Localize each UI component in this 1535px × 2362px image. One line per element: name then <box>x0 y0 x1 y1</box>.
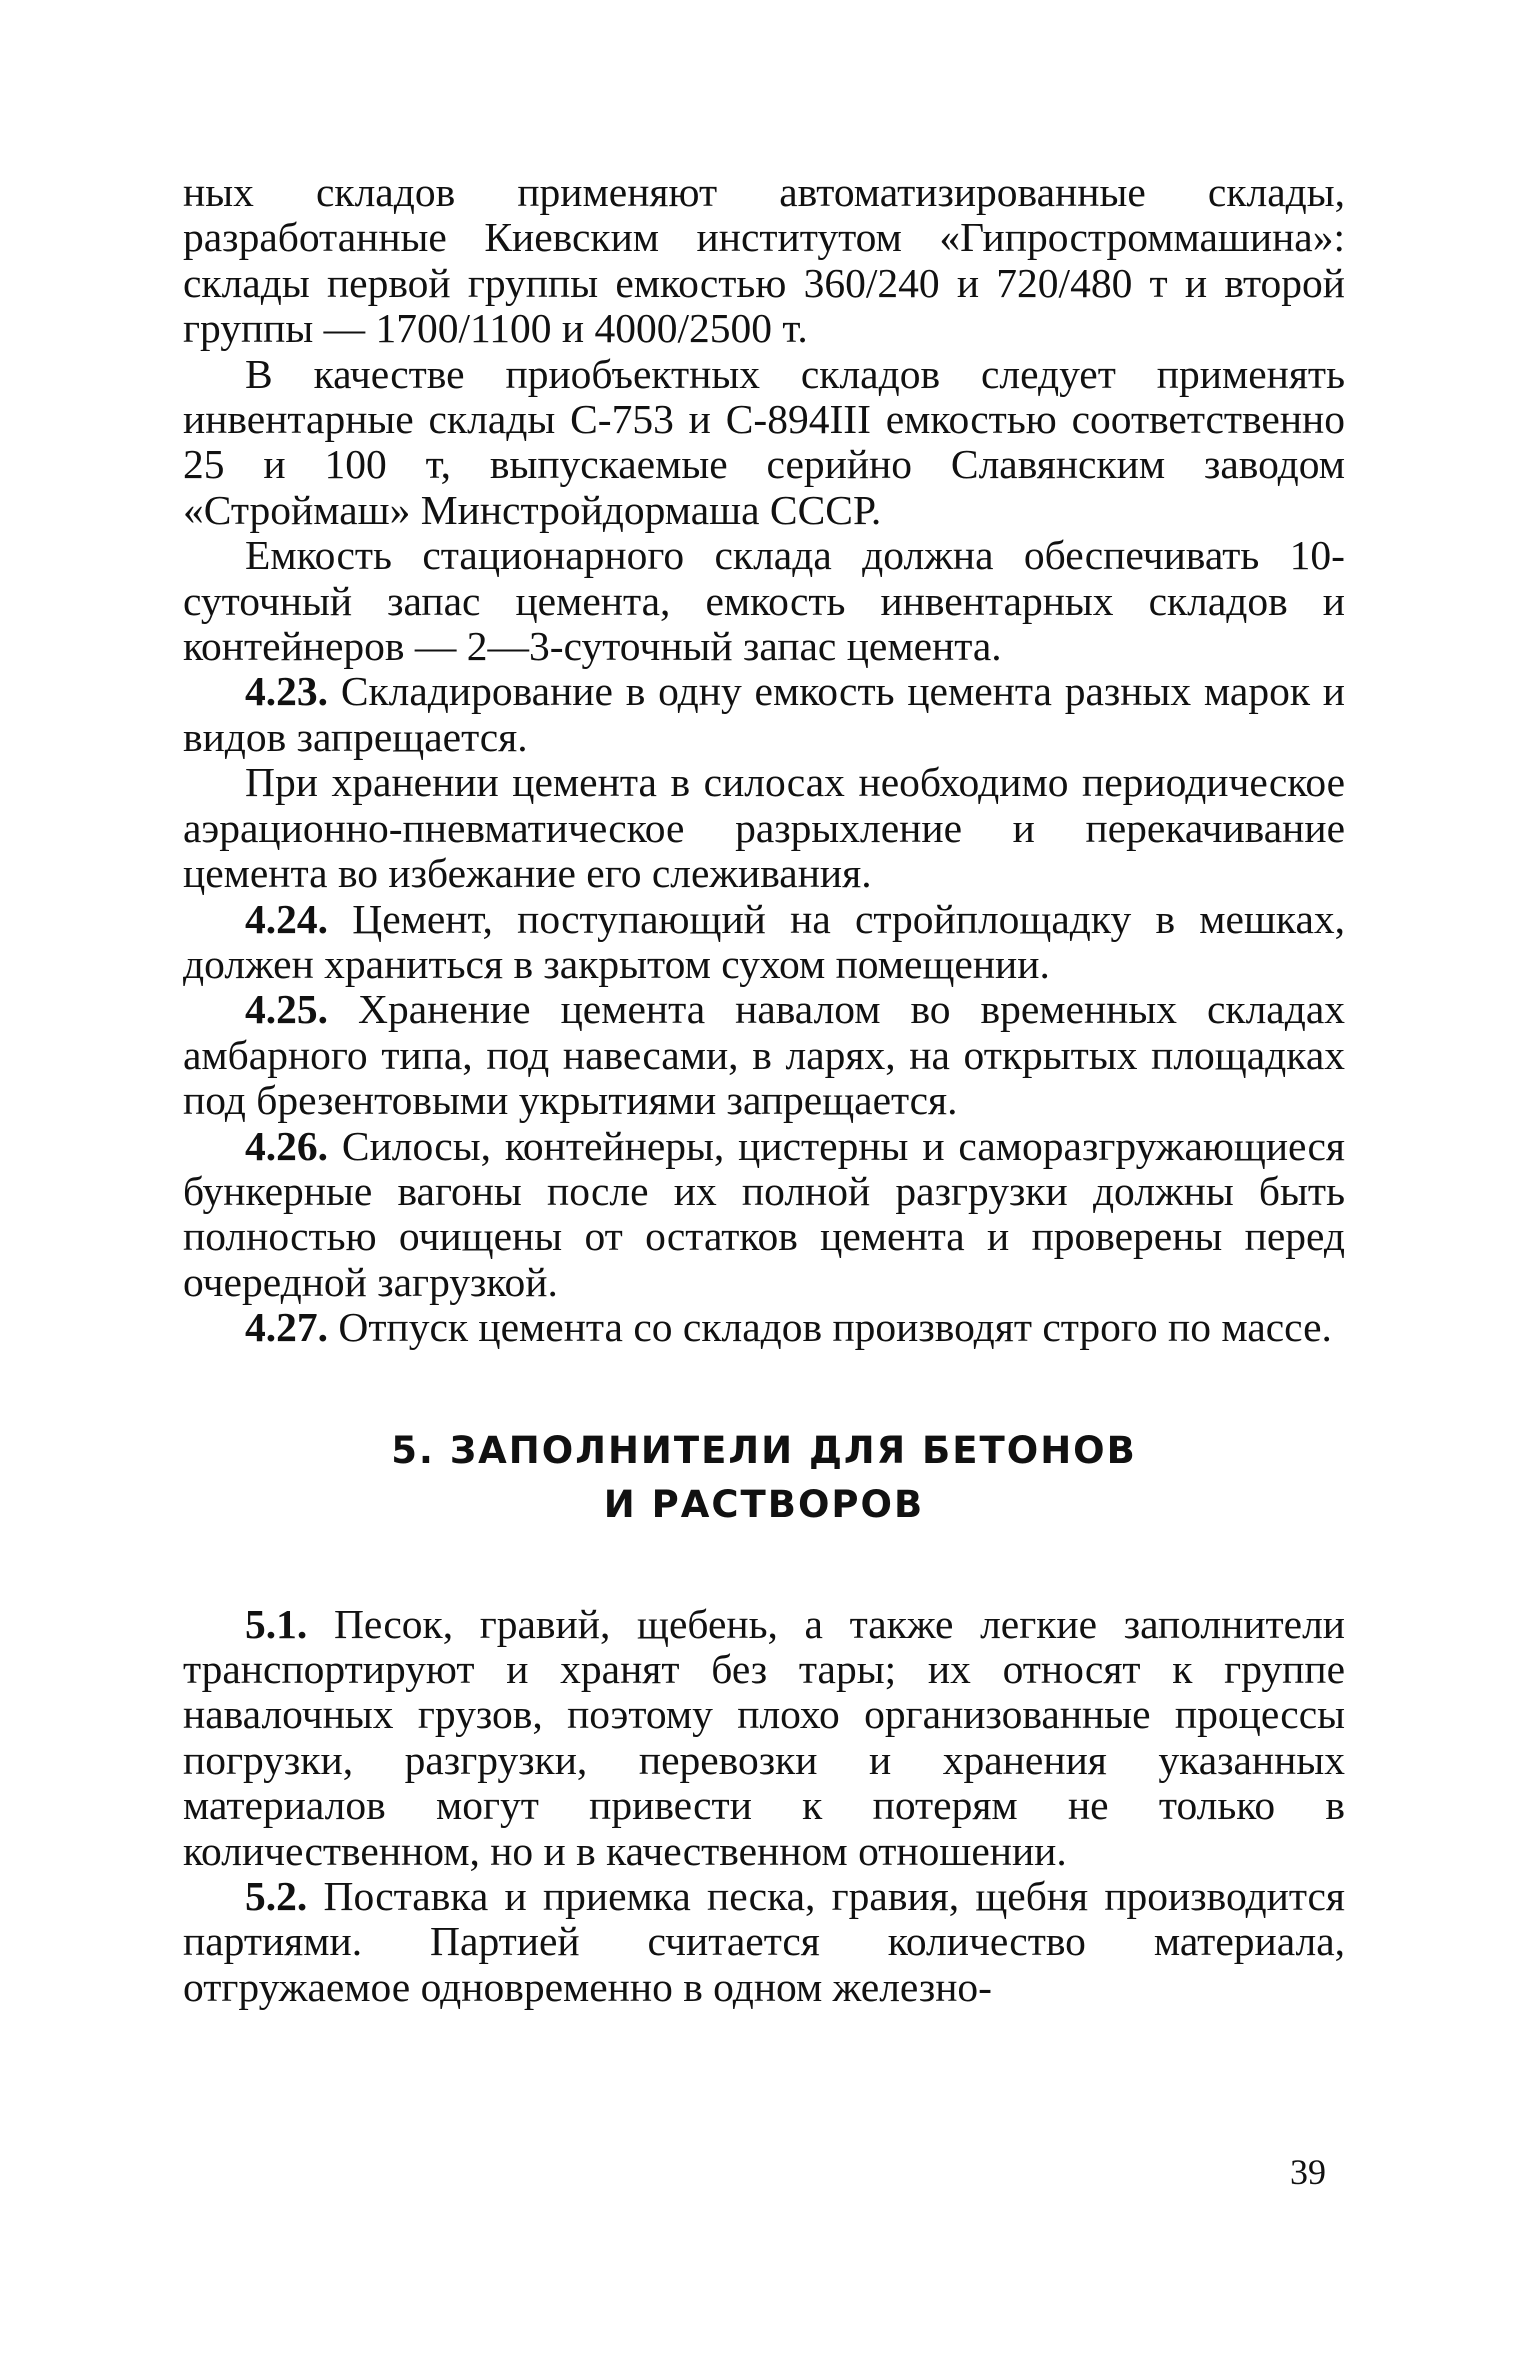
section-heading <box>183 1424 1345 1532</box>
clause-4-27-number: 4.27. <box>245 1304 328 1351</box>
page-number: 39 <box>1290 2152 1326 2192</box>
clause-4-24-number: 4.24. <box>245 895 328 942</box>
paragraph-3-text: Емкость стационарного склада должна обеспечивать 10-суточный запас цемента, емкость инвентарных складов и контейнеров — 2—3-суточный запас цемента. <box>183 532 1345 670</box>
clause-4-23 <box>183 669 1345 760</box>
clause-4-25-number: 4.25. <box>245 986 328 1033</box>
clause-4-27 <box>183 1305 1345 1350</box>
clause-4-27-text: Отпуск цемента со складов производят строго по массе. <box>338 1304 1332 1351</box>
clause-4-26-number: 4.26. <box>245 1122 328 1169</box>
clause-4-23-text: Складирование в одну емкость цемента разных марок и видов запрещается. <box>183 668 1345 760</box>
clause-5-2-number: 5.2. <box>245 1873 308 1919</box>
paragraph-3 <box>183 533 1345 669</box>
clause-4-24 <box>183 897 1345 988</box>
section-heading-line-2: И РАСТВОРОВ <box>603 1482 925 1526</box>
clause-4-25 <box>183 987 1345 1123</box>
section-heading-line-1: 5. ЗАПОЛНИТЕЛИ ДЛЯ БЕТОНОВ <box>391 1428 1137 1472</box>
paragraph-2 <box>183 352 1345 534</box>
paragraph-1-text: ных складов применяют автоматизированные склады, разработанные Киевским институтом «Гипростроммашина»: склады первой группы емкостью 360/240 и 720/480 т и второй группы — 1700/1100 и 4000/2500 т. <box>183 169 1345 352</box>
clause-5-1-number: 5.1. <box>245 1600 308 1647</box>
page-body <box>183 170 1345 2010</box>
paragraph-2-text: В качестве приобъектных складов следует применять инвентарные склады С-753 и С-894III емкостью соответственно 25 и 100 т, выпускаемые серийно Славянским заводом «Строймаш» Минстройдормаша СССР. <box>183 350 1345 533</box>
clause-4-23-number: 4.23. <box>245 668 328 715</box>
clause-4-24-text: Цемент, поступающий на стройплощадку в мешках, должен храниться в закрытом сухом помещении. <box>183 895 1346 987</box>
clause-5-2-text: Поставка и приемка песка, гравия, щебня производится партиями. Партией считается количество материала, отгружаемое одновременно в одном железно- <box>183 1873 1345 2010</box>
clause-5-2 <box>183 1874 1345 2010</box>
clause-4-25-text: Хранение цемента навалом во временных складах амбарного типа, под навесами, в ларях, на открытых площадках под брезентовыми укрытиями запрещается. <box>183 986 1345 1124</box>
clause-4-26-text: Силосы, контейнеры, цистерны и саморазгружающиеся бункерные вагоны после их полной разгрузки должны быть полностью очищены от остатков цемента и проверены перед очередной загрузкой. <box>183 1122 1345 1305</box>
paragraph-5-text: При хранении цемента в силосах необходимо периодическое аэрационно-пневматическое разрыхление и перекачивание цемента во избежание его слеживания. <box>183 759 1345 897</box>
paragraph-5 <box>183 760 1345 896</box>
clause-5-1 <box>183 1602 1345 1874</box>
clause-5-1-text: Песок, гравий, щебень, а также легкие заполнители транспортируют и хранят без тары; их относят к группе навалочных грузов, поэтому плохо организованные процессы погрузки, разгрузки, перевозки и хранения указанных материалов могут привести к потерям не только в количественном, но и в качественном отношении. <box>183 1600 1346 1874</box>
clause-4-26 <box>183 1124 1345 1306</box>
paragraph-1 <box>183 170 1345 352</box>
